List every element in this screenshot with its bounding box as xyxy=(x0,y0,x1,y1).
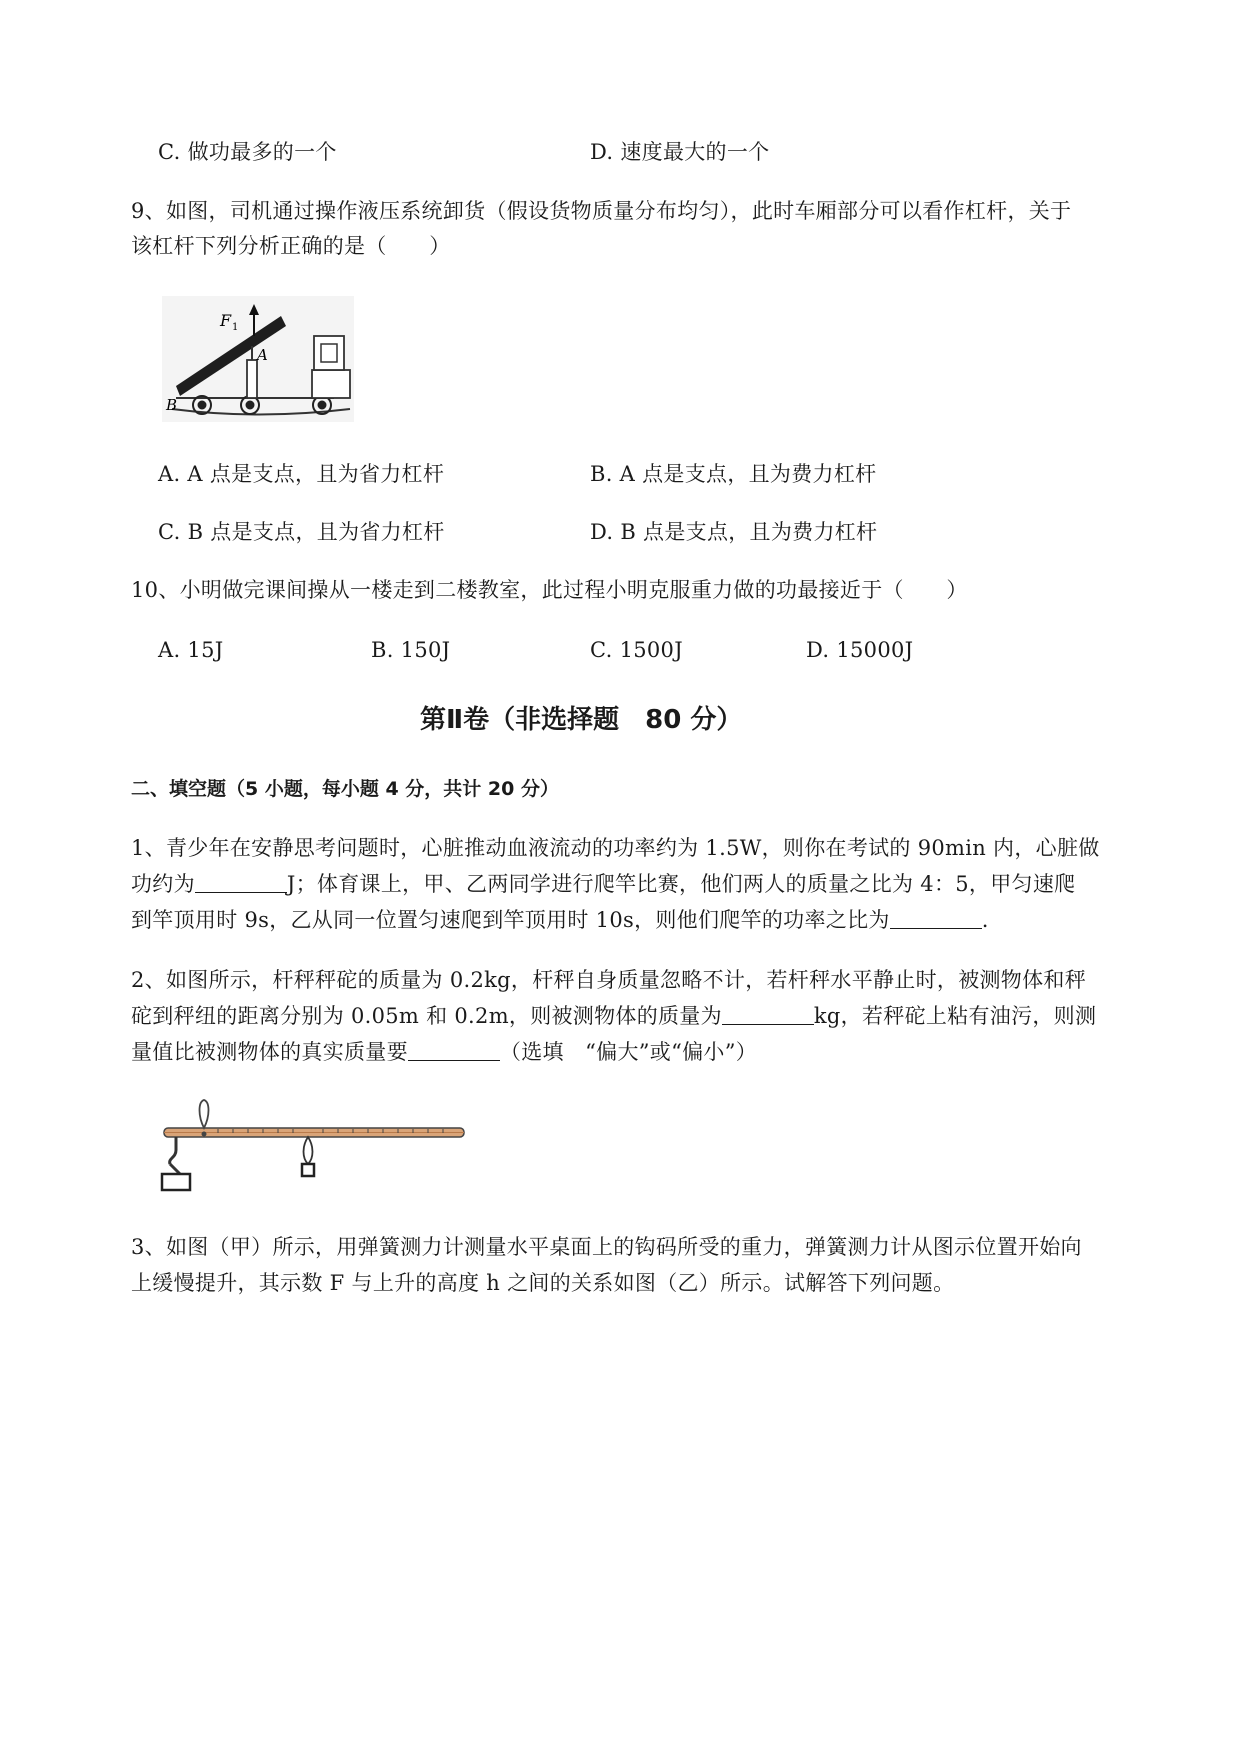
fill1-line3 xyxy=(131,906,989,934)
q9-option-a: A. A 点是支点，且为省力杠杆 xyxy=(158,462,445,486)
q10-option-b: B. 150J xyxy=(371,638,451,662)
fill2-line2-suffix: kg，若秤砣上粘有油污，则测 xyxy=(813,1004,1097,1028)
cab-base xyxy=(312,370,350,398)
fill1-line2-prefix: 功约为 xyxy=(131,872,195,896)
fill1-line3-prefix: 到竿顶用时 9s，乙从同一位置匀速爬到竿顶用时 10s，则他们爬竿的功率之比为 xyxy=(131,908,890,932)
label-f1-subscript: 1 xyxy=(232,322,239,333)
counterweight-string xyxy=(304,1137,313,1164)
q9-stem-line1: 9、如图，司机通过操作液压系统卸货（假设货物质量分布均匀），此时车厢部分可以看作杠杆，关于 xyxy=(131,199,1072,223)
q10-option-d: D. 15000J xyxy=(806,638,914,662)
fill2-line2 xyxy=(131,1002,1096,1030)
fill1-line2 xyxy=(131,870,1075,898)
label-a: A xyxy=(257,346,268,364)
q10-stem: 10、小明做完课间操从一楼走到二楼教室，此过程小明克服重力做的功最接近于（ ） xyxy=(131,578,968,602)
fill2-line2-prefix: 砣到秤纽的距离分别为 0.05m 和 0.2m，则被测物体的质量为 xyxy=(131,1004,722,1028)
measured-object xyxy=(162,1174,190,1190)
fill2-line1: 2、如图所示，杆秤秤砣的质量为 0.2kg，杆秤自身质量忽略不计，若杆秤水平静止时，被测物体和秤 xyxy=(131,968,1086,992)
fill3-line2: 上缓慢提升，其示数 F 与上升的高度 h 之间的关系如图（乙）所示。试解答下列问题。 xyxy=(131,1271,955,1295)
section-heading: 二、填空题（5 小题，每小题 4 分，共计 20 分） xyxy=(131,778,559,800)
label-f1: F xyxy=(220,311,232,330)
hook xyxy=(170,1137,176,1164)
dump-truck-figure xyxy=(162,296,354,422)
q8-option-c: C. 做功最多的一个 xyxy=(158,140,337,164)
q9-stem-line2: 该杠杆下列分析正确的是（ ） xyxy=(131,234,451,258)
q10-option-c: C. 1500J xyxy=(590,638,683,662)
q9-option-d: D. B 点是支点，且为费力杠杆 xyxy=(590,520,878,544)
fill2-line3 xyxy=(131,1038,757,1066)
label-b: B xyxy=(166,396,178,414)
fill1-line2-suffix: J；体育课上，甲、乙两同学进行爬竿比赛，他们两人的质量之比为 4：5，甲匀速爬 xyxy=(286,872,1076,896)
answer-blank[interactable] xyxy=(195,872,287,893)
hydraulic-cylinder xyxy=(247,360,257,398)
answer-blank[interactable] xyxy=(408,1040,500,1061)
fill2-line3-suffix: （选填 “偏大”或“偏小”） xyxy=(499,1040,758,1064)
fill3-line1: 3、如图（甲）所示，用弹簧测力计测量水平桌面上的钩码所受的重力，弹簧测力计从图示位置开始向 xyxy=(131,1235,1082,1259)
answer-blank[interactable] xyxy=(890,908,982,929)
fill1-line1: 1、青少年在安静思考问题时，心脏推动血液流动的功率约为 1.5W，则你在考试的 90min 内，心脏做 xyxy=(131,836,1100,860)
q10-option-a: A. 15J xyxy=(158,638,224,662)
part2-title: 第Ⅱ卷（非选择题 80 分） xyxy=(420,705,743,735)
fill2-line3-prefix: 量值比被测物体的真实质量要 xyxy=(131,1040,408,1064)
fill1-line3-suffix: . xyxy=(981,908,989,932)
lifting-loop xyxy=(200,1100,209,1128)
steelyard-figure xyxy=(158,1098,472,1198)
q8-option-d: D. 速度最大的一个 xyxy=(590,140,770,164)
answer-blank[interactable] xyxy=(722,1004,814,1025)
q9-option-b: B. A 点是支点，且为费力杠杆 xyxy=(590,462,877,486)
counterweight xyxy=(302,1164,314,1176)
cab-window xyxy=(321,344,337,362)
q9-option-c: C. B 点是支点，且为省力杠杆 xyxy=(158,520,445,544)
